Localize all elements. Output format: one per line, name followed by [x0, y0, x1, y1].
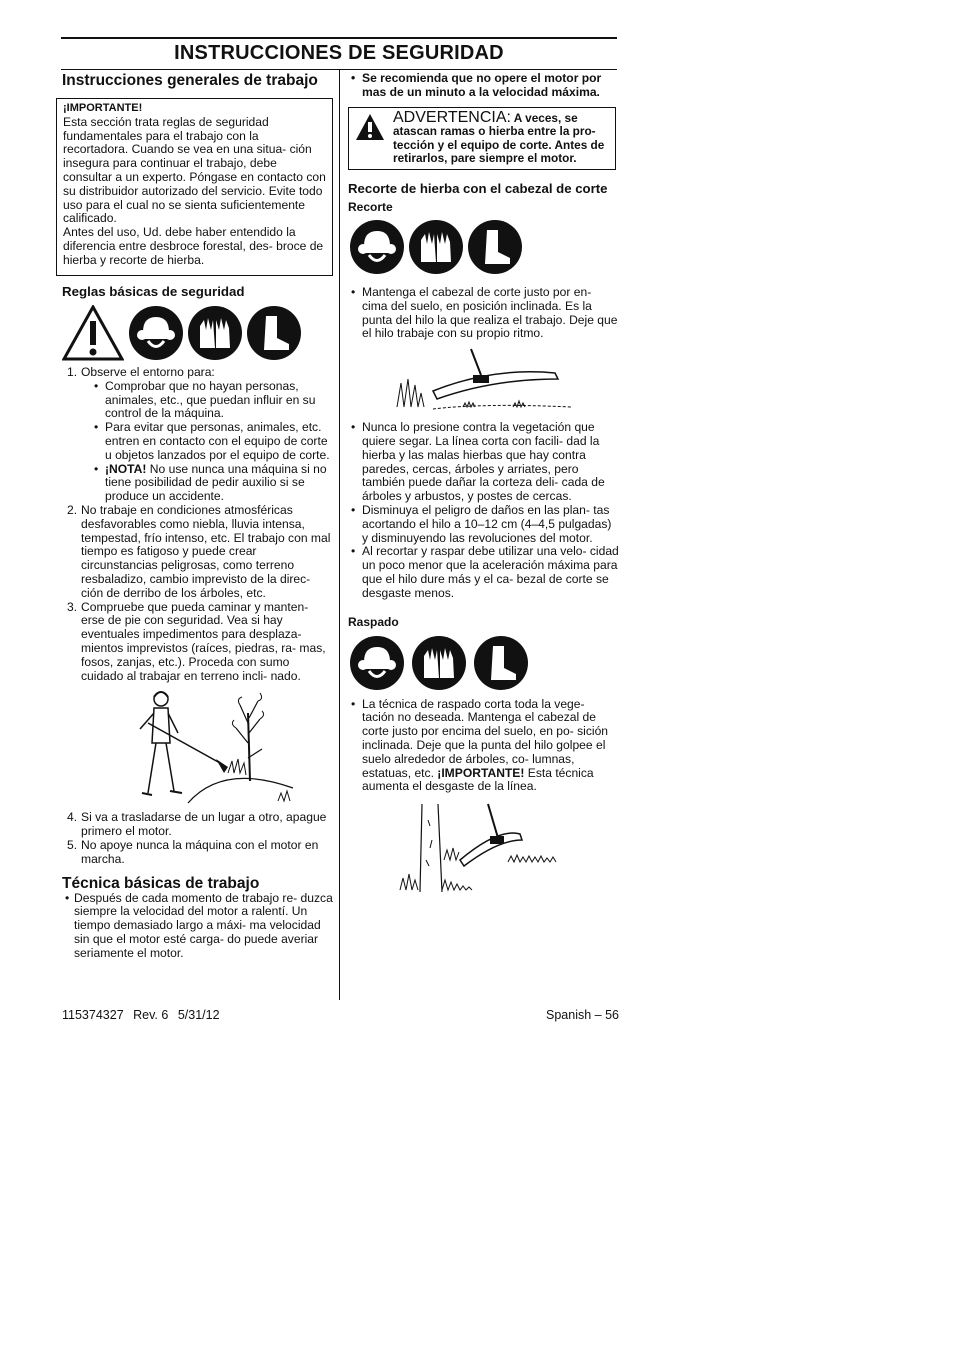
list-item: • Mantenga el cabezal de corte justo por en- cima del suelo, en posición inclinada. Es la punta del hilo la que realiza el trabajo. Deje que el hilo trabaje con su propio ritmo.: [348, 286, 620, 341]
gloves-icon: [188, 306, 242, 360]
important-box: [56, 98, 333, 276]
rules-list: [67, 366, 333, 683]
general-heading: Instrucciones generales de trabajo: [62, 72, 318, 89]
technique-list: [62, 892, 333, 961]
revision: Rev. 6: [133, 1008, 169, 1022]
trim-list: [348, 421, 620, 600]
list-item: • Comprobar que no hayan personas, animales, etc., que puedan influir en su control de la máquina.: [93, 380, 333, 421]
list-item: • ¡NOTA! No use nunca una máquina si no tiene posibilidad de pedir auxilio si se produce un accidente.: [93, 463, 333, 504]
list-item: • La técnica de raspado corta toda la vege- tación no deseada. Mantenga el cabezal de corte justo por encima del suelo, en po- sición inclinada. Deje que la punta del hilo golpee el suelo alrededor de árboles, co- lumnas, estatuas, etc. ¡IMPORTANTE! Esta técnica aumenta el desgaste de la línea.: [348, 698, 620, 795]
rule-1-sublist: [81, 380, 333, 504]
warning-text-block: [393, 108, 609, 166]
column-divider: [339, 70, 340, 1000]
top-rule: [61, 37, 617, 39]
gloves-icon: [409, 220, 463, 274]
warning-box: [348, 107, 616, 170]
helmet-icon: [129, 306, 183, 360]
page-number: Spanish – 56: [546, 1008, 619, 1022]
page-title: INSTRUCCIONES DE SEGURIDAD: [174, 42, 504, 64]
list-item: • Después de cada momento de trabajo re- duzca siempre la velocidad del motor a ralentí. Un tiempo demasiado largo a máxi- ma velocidad sin que el motor esté carga- do puede averiar seriamente el motor.: [62, 892, 333, 961]
boots-icon: [468, 220, 522, 274]
operator-slope-illustration: [128, 683, 298, 811]
rules-list-cont: [67, 811, 333, 866]
important-text-2: Antes del uso, Ud. debe haber entendido la diferencia entre desbroce forestal, des- broce de hierba y recorte de hierba.: [63, 225, 324, 267]
gloves-icon: [412, 636, 466, 690]
technique-heading: Técnica básicas de trabajo: [62, 874, 260, 892]
doc-number: 115374327: [62, 1008, 124, 1022]
helmet-icon: [350, 220, 404, 274]
rules-icons: [62, 305, 333, 361]
rule-item-3: 3. Compruebe que pueda caminar y manten- erse de pie con seguridad. Vea si hay eventuales impedimentos para desplaza- mientos imprevistos (raíces, piedras, ra- mas, fosos, zanjas, etc.). Proceda con sumo cuidado al trabajar en terreno incli- nado.: [67, 599, 326, 683]
raspado-heading: Raspado: [348, 614, 399, 629]
warning-icon: [355, 113, 385, 141]
right-column: [348, 70, 620, 894]
boots-icon: [247, 306, 301, 360]
warning-triangle-icon: [62, 305, 124, 361]
list-item: • Se recomienda que no opere el motor por mas de un minuto a la velocidad máxima.: [348, 72, 620, 100]
scraping-illustration: [398, 800, 588, 894]
date: 5/31/12: [177, 1008, 220, 1022]
rule-item-2: 2. No trabaje en condiciones atmosféricas desfavorables como niebla, lluvia intensa, tempestad, frío intenso, etc. El trabajo con mal tiempo es fatigoso y puede crear circunstancias peligrosas, como terreno resbaladizo, cambio imprevisto de la direc- ción de derribo de los árboles, etc.: [67, 502, 331, 600]
recorte-icons: [350, 220, 620, 274]
warning-text: A veces, se atascan ramas o hierba entre la pro- tección y el equipo de corte. Antes de retirarlos, pare siempre el motor.: [393, 110, 605, 166]
rule-item-5: 5. No apoye nunca la máquina con el motor en marcha.: [67, 837, 319, 866]
important-label: ¡IMPORTANTE!: [63, 102, 143, 114]
list-item: • Disminuya el peligro de daños en las plan- tas acortando el hilo a 10–12 cm (4–4,5 pulgadas) y disminuyendo las revoluciones del motor.: [348, 504, 620, 545]
rule-item-4: 4. Si va a trasladarse de un lugar a otro, apague primero el motor.: [67, 810, 327, 839]
footer-doc-info: [62, 1008, 220, 1022]
list-item: • Nunca lo presione contra la vegetación que quiere segar. La línea corta con facili- dad la hierba y las malas hierbas que hay contra paredes, cercas, árboles y arriates, pero también puede dañar la corteza deli- cada de árboles y arbustos, y postes de cercas.: [348, 421, 620, 504]
rule-item-1: 1. Observe el entorno para: • Comprobar que no hayan personas, animales, etc., que puedan influir en su control de la máquina. • Para evitar que personas, animales, etc. entren en contacto con el equipo de corte u objetos lanzados por el equipo de corte. • ¡NOTA! No use nunca una máquina si no tiene posibilidad de pedir auxilio si se produce un accidente.: [67, 366, 333, 504]
warning-label: ADVERTENCIA:: [393, 108, 511, 126]
recorte-heading: Recorte: [348, 199, 393, 214]
rules-heading: Reglas básicas de seguridad: [62, 284, 245, 299]
recorte-list: [348, 286, 620, 341]
raspado-icons: [350, 636, 620, 690]
raspado-list: [348, 698, 620, 795]
list-item: • Al recortar y raspar debe utilizar una velo- cidad un poco menor que la aceleración máxima para que el hilo dure más y el ca- bezal de corte se desgaste menos.: [348, 545, 620, 600]
helmet-icon: [350, 636, 404, 690]
boots-icon: [474, 636, 528, 690]
important-text: Esta sección trata reglas de seguridad fundamentales para el trabajo con la recortadora. Cuando se vea en una situa- ción insegura para continuar el trabajo, debe consultar a un experto. Póngase en contacto con su distribuidor autorizado del servicio. Evite todo uso para el cual no se sienta suficientemente calificado.: [63, 114, 326, 226]
trim-heading: Recorte de hierba con el cabezal de corte: [348, 180, 608, 196]
top-list: [348, 72, 620, 100]
left-column: [62, 70, 333, 961]
list-item: • Para evitar que personas, animales, etc. entren en contacto con el equipo de corte u objetos lanzados por el equipo de corte.: [93, 421, 333, 462]
trimming-illustration: [393, 345, 583, 415]
